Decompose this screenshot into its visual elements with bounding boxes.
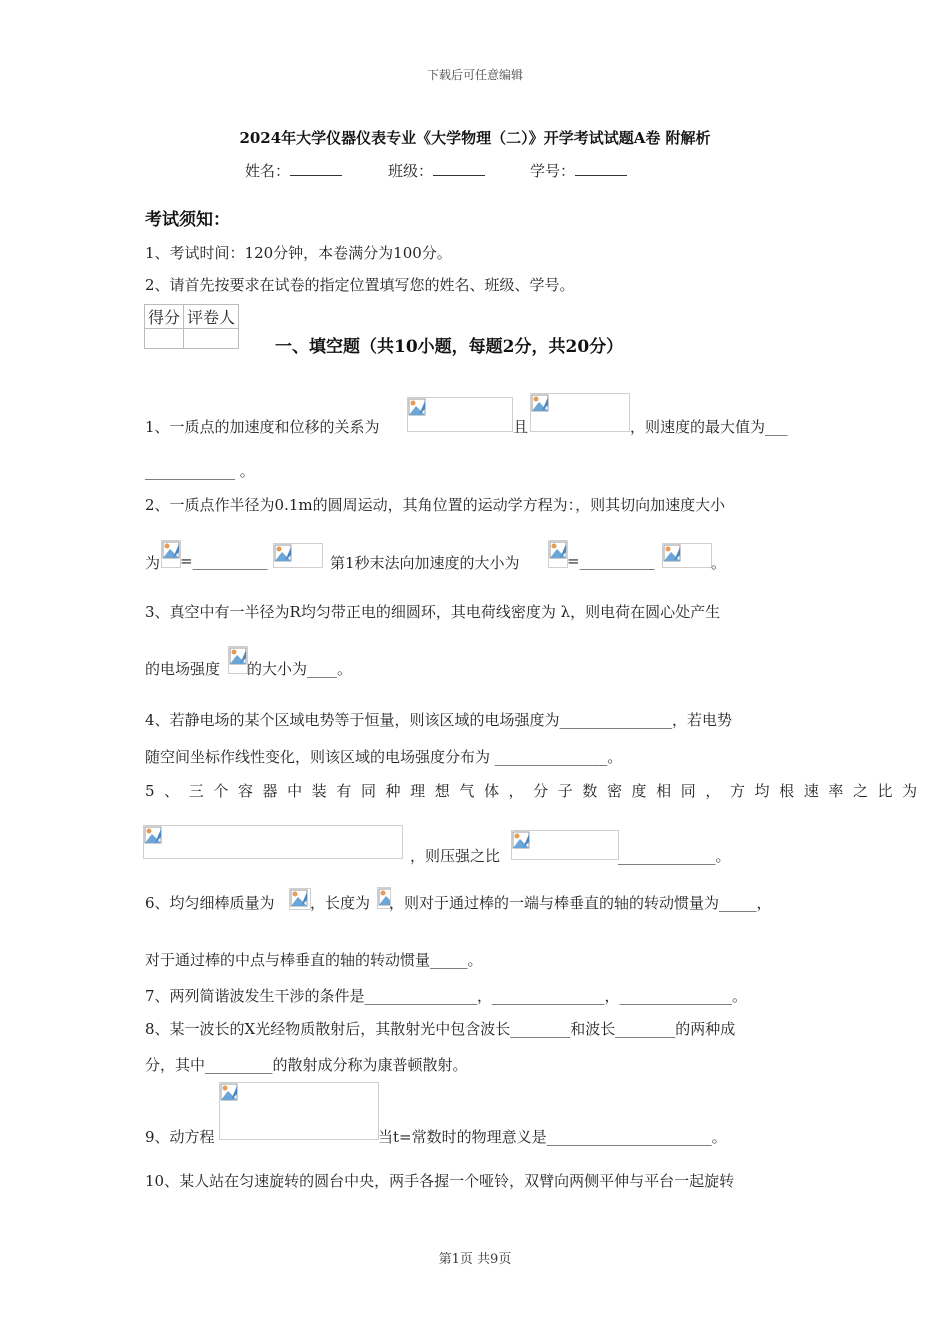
score-table: [144, 304, 239, 349]
student-id-label: 学号：: [530, 162, 576, 180]
broken-image-icon: [162, 541, 180, 559]
formula-image: [289, 888, 311, 910]
broken-image-icon: [531, 394, 549, 412]
formula-image: [511, 830, 619, 860]
q4-text: 随空间坐标作线性变化，则该区域的电场强度分布为 _______________。: [145, 748, 623, 766]
header-note: 下载后可任意编辑: [426, 68, 523, 82]
broken-image-icon: [144, 826, 162, 844]
formula-image: [407, 397, 513, 432]
formula-image: [662, 543, 712, 568]
formula-image: [228, 646, 248, 674]
q1-text: 且: [513, 418, 529, 436]
q2-text: 2、一质点作半径为0.1m的圆周运动，其角位置的运动学方程为：，则其切向加速度大小: [145, 496, 726, 514]
page-footer: 第1页 共9页: [438, 1252, 512, 1267]
grader-header: 评卷人: [184, 305, 239, 329]
formula-image: [548, 540, 568, 568]
class-blank[interactable]: [433, 161, 485, 176]
name-field: [245, 160, 342, 181]
notice-item: 2、请首先按要求在试卷的指定位置填写您的姓名、班级、学号。: [145, 276, 575, 294]
q6-text: ，长度为: [310, 894, 371, 912]
q8-text: 8、某一波长的X光经物质散射后，其散射光中包含波长________和波长________的两种成: [145, 1020, 736, 1038]
q2-text: =__________: [180, 552, 268, 570]
q9-text: 9、动方程: [145, 1128, 215, 1146]
notice-heading: 考试须知：: [145, 210, 230, 230]
q7-text: 7、两列简谐波发生干涉的条件是_______________，_______________，_______________。: [145, 987, 748, 1005]
q2-text: 为: [145, 554, 161, 572]
grader-cell: [184, 329, 239, 349]
q6-text: ，则对于通过棒的一端与棒垂直的轴的转动惯量为_____，: [389, 894, 772, 912]
student-id-blank[interactable]: [575, 161, 627, 176]
q3-text: 的电场强度: [145, 660, 221, 678]
broken-image-icon: [274, 544, 292, 562]
formula-image: [530, 393, 630, 432]
q5-text: ，则压强之比: [410, 847, 501, 865]
formula-image: [143, 825, 403, 859]
q10-text: 10、某人站在匀速旋转的圆台中央，两手各握一个哑铃，双臂向两侧平伸与平台一起旋转: [145, 1172, 735, 1190]
notice-item: 1、考试时间：120分钟，本卷满分为100分。: [145, 244, 452, 262]
broken-image-icon: [290, 889, 308, 907]
name-blank[interactable]: [290, 161, 342, 176]
score-cell: [145, 329, 184, 349]
class-field: [388, 160, 485, 181]
q3-text: 的大小为____。: [247, 660, 353, 678]
broken-image-icon: [408, 398, 426, 416]
q2-text: =__________: [567, 552, 655, 570]
q9-text: 当t=常数时的物理意义是______________________。: [378, 1128, 727, 1146]
broken-image-icon: [663, 544, 681, 562]
formula-image: [219, 1082, 379, 1140]
score-header: 得分: [145, 305, 184, 329]
broken-image-icon: [512, 831, 530, 849]
q6-text: 6、均匀细棒质量为: [145, 894, 275, 912]
q5-text: _____________。: [618, 847, 731, 865]
class-label: 班级：: [388, 162, 434, 180]
document-title: 2024年大学仪器仪表专业《大学物理（二）》开学考试试题A卷 附解析: [239, 129, 711, 147]
q1-text: ____________ 。: [145, 462, 255, 480]
q8-text: 分，其中_________的散射成分称为康普顿散射。: [145, 1056, 468, 1074]
q6-text: 对于通过棒的中点与棒垂直的轴的转动惯量_____。: [145, 951, 483, 969]
broken-image-icon: [229, 647, 247, 665]
formula-image: [273, 543, 323, 568]
student-id-field: [530, 160, 627, 181]
q4-text: 4、若静电场的某个区域电势等于恒量，则该区域的电场强度为_______________，若电势: [145, 711, 733, 729]
name-label: 姓名：: [245, 162, 291, 180]
q2-text: 。: [711, 554, 727, 572]
q2-text: 第1秒末法向加速度的大小为: [330, 554, 520, 572]
q5-text: 5、三个容器中装有同种理想气体，分子数密度相同，方均根速率之比为: [145, 782, 927, 800]
formula-image: [161, 540, 181, 568]
q1-text: ，则速度的最大值为___: [630, 418, 788, 436]
q1-text: 1、一质点的加速度和位移的关系为: [145, 418, 380, 436]
section-title: 一、填空题（共10小题，每题2分，共20分）: [275, 337, 624, 357]
broken-image-icon: [549, 541, 567, 559]
q3-text: 3、真空中有一半径为R均匀带正电的细圆环，其电荷线密度为 λ，则电荷在圆心处产生: [145, 603, 721, 621]
broken-image-icon: [220, 1083, 238, 1101]
